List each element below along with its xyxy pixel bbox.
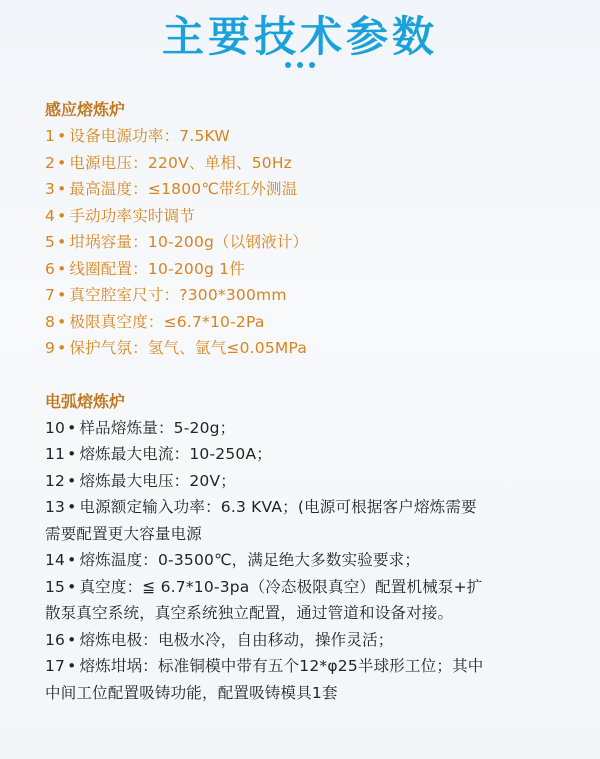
spec-item: [45, 494, 590, 521]
page-title: 主要技术参数: [161, 12, 438, 61]
item-number: 9: [45, 339, 56, 357]
spec-list: [45, 123, 590, 362]
dot: [297, 62, 303, 68]
dot: [309, 62, 315, 68]
spec-item: [45, 547, 590, 574]
section-heading: 电弧熔炼炉: [45, 391, 126, 411]
item-number: 5: [45, 233, 56, 251]
item-text: 真空腔室尺寸：?300*300mm: [69, 286, 287, 304]
item-number: 2: [45, 153, 56, 172]
item-number: 8: [45, 312, 56, 331]
spec-item: [45, 653, 590, 680]
item-text: 极限真空度：≤6.7*10-2Pa: [69, 312, 265, 331]
item-text: 熔炼温度：0-3500℃，满足绝大多数实验要求；: [79, 551, 421, 569]
item-text: 电源额定输入功率：6.3 KVA；(电源可根据客户熔炼需要: [79, 498, 477, 516]
bullet-dot: •: [67, 577, 77, 596]
item-number: 16: [45, 630, 66, 649]
spec-item: [45, 574, 590, 601]
bullet-dot: •: [57, 312, 67, 331]
item-number: 17: [45, 657, 66, 675]
bullet-dot: •: [67, 551, 77, 569]
spec-list: [45, 415, 590, 707]
spec-item: [45, 256, 590, 283]
item-number: 14: [45, 551, 66, 569]
item-text: 电源电压：220V、单相、50Hz: [69, 153, 293, 172]
item-text: 样品熔炼量：5-20g；: [79, 418, 236, 437]
spec-item: [45, 335, 590, 362]
bullet-dot: •: [67, 498, 77, 516]
item-text: 熔炼最大电流：10-250A；: [79, 445, 272, 463]
bullet-dot: •: [57, 206, 67, 225]
bullet-dot: •: [57, 339, 67, 357]
spec-item: [45, 176, 590, 203]
spec-item: [45, 229, 590, 256]
item-text: 手动功率实时调节: [69, 206, 196, 225]
item-text: 熔炼最大电压：20V；: [79, 471, 236, 490]
section-heading: 感应熔炼炉: [45, 100, 126, 119]
bullet-dot: •: [67, 418, 77, 437]
bullet-dot: •: [57, 127, 67, 145]
spec-item-continuation: 需要配置更大容量电源: [45, 524, 203, 543]
spec-item-continuation: 中间工位配置吸铸功能，配置吸铸模具1套: [45, 683, 338, 702]
dot: [285, 62, 291, 68]
spec-item: [45, 468, 590, 495]
bullet-dot: •: [57, 153, 67, 172]
spec-item: [45, 123, 590, 150]
spec-item: [45, 282, 590, 309]
induction-furnace-section: [45, 97, 590, 362]
spec-item: [45, 627, 590, 654]
item-number: 7: [45, 286, 56, 304]
item-number: 3: [45, 180, 56, 198]
item-number: 4: [45, 206, 56, 225]
item-number: 6: [45, 259, 56, 278]
spec-item: [45, 415, 590, 442]
item-number: 1: [45, 127, 56, 145]
arc-furnace-section: [45, 389, 590, 707]
item-number: 10: [45, 418, 66, 437]
bullet-dot: •: [67, 657, 77, 675]
item-text: 熔炼电极：电极水冷，自由移动，操作灵活；: [79, 630, 394, 649]
item-number: 12: [45, 471, 66, 490]
item-number: 11: [45, 445, 66, 463]
item-text: 熔炼坩埚：标准铜模中带有五个12*φ25半球形工位；其中: [79, 657, 484, 675]
bullet-dot: •: [57, 259, 67, 278]
bullet-dot: •: [57, 180, 67, 198]
spec-content: [45, 97, 590, 706]
item-text: 坩埚容量：10-200g（以钢液计）: [69, 233, 309, 251]
spec-item: [45, 309, 590, 336]
item-number: 13: [45, 498, 66, 516]
spec-item: [45, 150, 590, 177]
title-dots: [0, 62, 600, 68]
item-text: 设备电源功率：7.5KW: [69, 127, 230, 145]
bullet-dot: •: [57, 286, 67, 304]
spec-item: [45, 441, 590, 468]
bullet-dot: •: [67, 471, 77, 490]
item-text: 线圈配置：10-200g 1件: [69, 259, 245, 278]
bullet-dot: •: [67, 445, 77, 463]
spec-item: [45, 203, 590, 230]
bullet-dot: •: [57, 233, 67, 251]
item-number: 15: [45, 577, 66, 596]
item-text: 保护气氛：氢气、氩气≤0.05MPa: [69, 339, 308, 357]
item-text: 真空度：≦ 6.7*10-3pa（冷态极限真空）配置机械泵+扩: [79, 577, 483, 596]
item-text: 最高温度：≤1800℃带红外测温: [69, 180, 298, 198]
bullet-dot: •: [67, 630, 77, 649]
spec-item-continuation: 散泵真空系统，真空系统独立配置，通过管道和设备对接。: [45, 604, 454, 622]
